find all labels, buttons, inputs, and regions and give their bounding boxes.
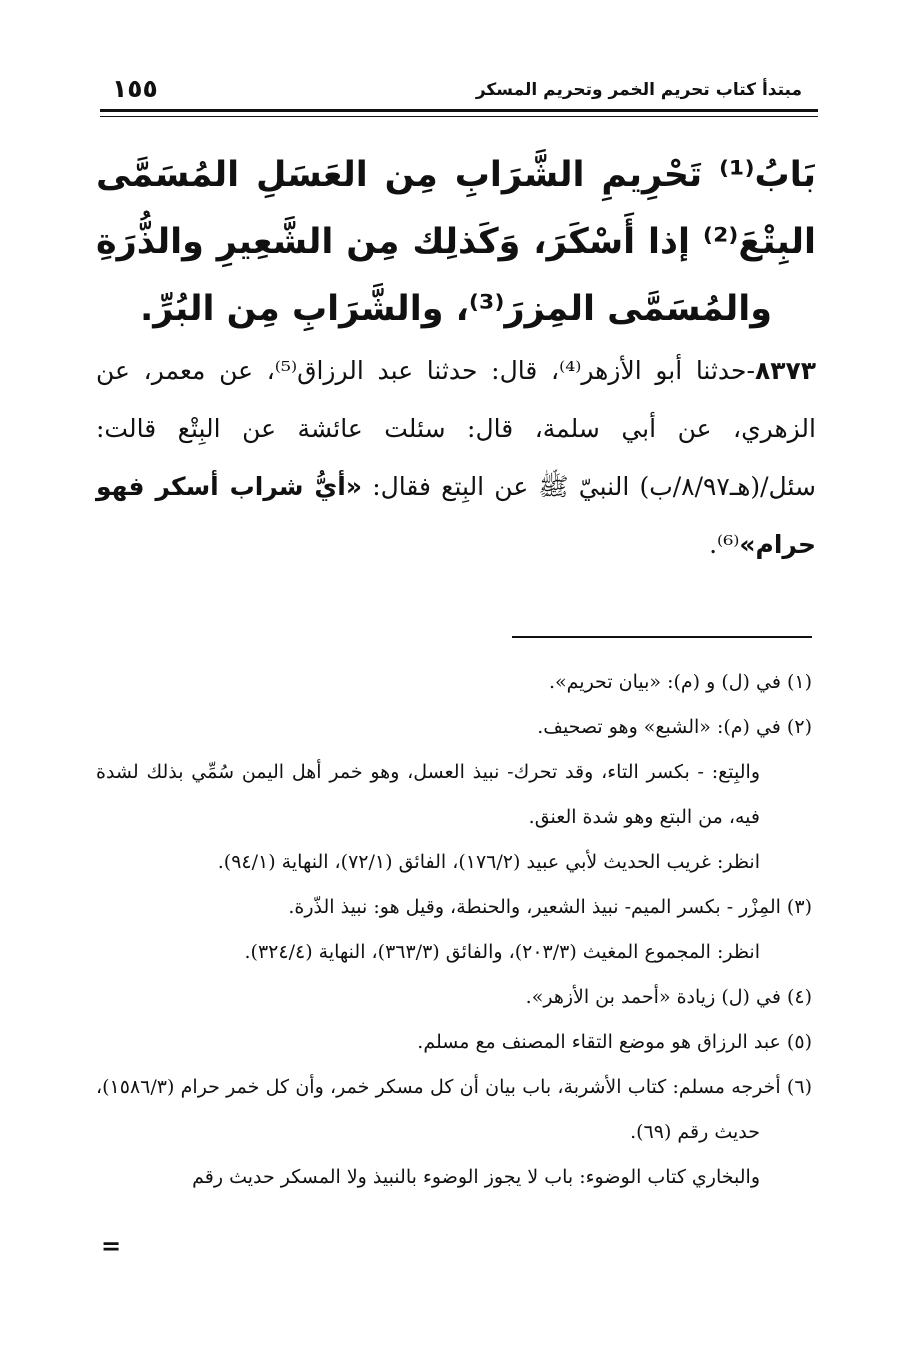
footnote-5: (٥) عبد الرزاق هو موضع التقاء المصنف مع مسلم. bbox=[417, 1031, 812, 1053]
footnote-3: (٣) المِزْر - بكسر الميم- نبيذ الشعير، والحنطة، وقيل هو: نبيذ الذّرة. bbox=[288, 896, 812, 918]
footnote-6: (٦) أخرجه مسلم: كتاب الأشربة، باب بيان أن كل مسكر خمر، وأن كل خمر حرام (١٥٨٦/٣)، حديث رقم (٦٩). bbox=[96, 1076, 812, 1143]
hadith-footnote-ref: ⁽⁶⁾. bbox=[709, 530, 740, 559]
chapter-title: بَابُ⁽¹⁾ تَحْرِيمِ الشَّرَابِ مِن العَسَلِ المُسَمَّى البِتْعَ⁽²⁾ إذا أَسْكَرَ، وَكَذلِك مِن الشَّعِيرِ والذُّرَةِ والمُسَمَّى المِزرَ⁽³⁾، والشَّرَابِ مِن البُرِّ. bbox=[96, 155, 816, 329]
hadith-text: -حدثنا أبو الأزهر⁽⁴⁾، قال: حدثنا عبد الرزاق⁽⁵⁾، عن معمر، عن الزهري، عن أبي سلمة، قال: سئلت عائشة عن البِتْع قالت: سئل/(هـ٨/٩٧/ب) النبيّ ﷺ عن البِتع فقال: bbox=[96, 356, 816, 501]
footnote-2-reference: انظر: غريب الحديث لأبي عبيد (١٧٦/٢)، الفائق (٧٢/١)، النهاية (٩٤/١). bbox=[217, 851, 760, 873]
running-header bbox=[100, 72, 818, 112]
footnote-4: (٤) في (ل) زيادة «أحمد بن الأزهر». bbox=[525, 986, 812, 1008]
hadith-number: ٨٣٧٣ bbox=[754, 356, 817, 385]
footnotes bbox=[96, 660, 812, 1200]
prophetic-quote: «أيُّ شراب أسكر فهو حرام» bbox=[96, 472, 816, 559]
header-rule-thin bbox=[100, 116, 818, 117]
footnote-6-bukhari: والبخاري كتاب الوضوء: باب لا يجوز الوضوء بالنبيذ ولا المسكر حديث رقم bbox=[192, 1166, 760, 1188]
continuation-mark: = bbox=[101, 1231, 122, 1260]
running-title: مبتدأ كتاب تحريم الخمر وتحريم المسكر bbox=[475, 80, 802, 100]
footnote-1: (١) في (ل) و (م): «بيان تحريم». bbox=[548, 671, 812, 693]
footnote-3-reference: انظر: المجموع المغيث (٢٠٣/٣)، والفائق (٣٦٣/٣)، النهاية (٣٢٤/٤). bbox=[244, 941, 760, 963]
page-number: ١٥٥ bbox=[112, 74, 158, 103]
footnote-2-explanation: والبِتع: - بكسر التاء، وقد تحرك- نبيذ العسل، وهو خمر أهل اليمن سُمِّي بذلك لشدة فيه، من البتع وهو شدة العنق. bbox=[96, 761, 760, 828]
header-rule-thick bbox=[100, 109, 818, 112]
footnote-2: (٢) في (م): «الشبع» وهو تصحيف. bbox=[537, 716, 812, 738]
footnote-separator bbox=[512, 636, 812, 638]
hadith-paragraph bbox=[96, 342, 816, 574]
